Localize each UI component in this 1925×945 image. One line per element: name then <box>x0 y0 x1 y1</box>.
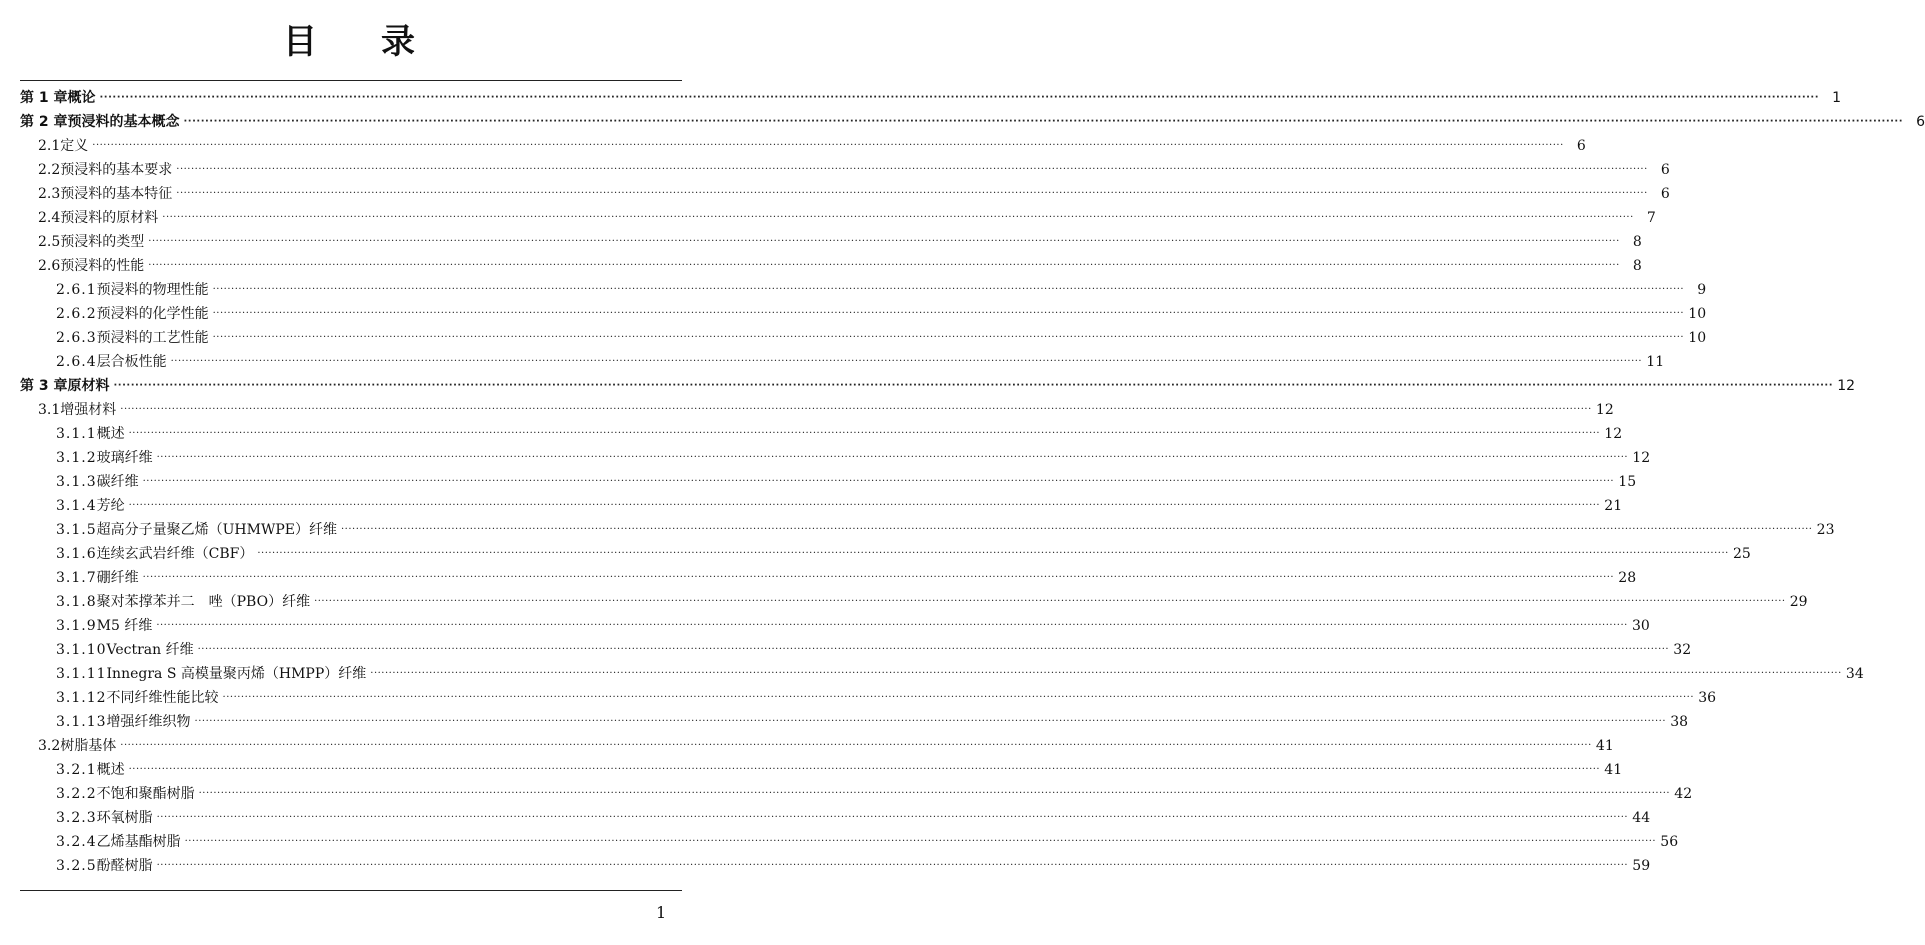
toc-entry-title: 概述 <box>96 426 125 442</box>
toc-entry-page: 12 <box>1837 378 1856 394</box>
toc-entry-title: 预浸料的物理性能 <box>96 282 209 298</box>
toc-entry-number: 3.1.4 <box>56 498 97 514</box>
toc-entry-number: 3.1.13 <box>56 714 107 730</box>
leader-dots: ················································································································································································································································································································································································································ <box>176 188 1648 199</box>
toc-entry-number: 3.2.5 <box>56 858 97 874</box>
leader-dots: ················································································································································································································································································································································································································ <box>142 476 1615 487</box>
toc-entry-page: 34 <box>1845 666 1864 682</box>
toc-entry-number: 3.1.6 <box>56 546 97 562</box>
toc-entry[interactable] <box>20 158 1670 182</box>
toc-entry-page: 6 <box>1916 114 1925 130</box>
toc-entry-page: 25 <box>1733 546 1751 562</box>
toc-entry-page: 10 <box>1688 306 1707 322</box>
toc-entry-number: 第 3 章 <box>20 378 68 394</box>
leader-dots: ················································································································································································································································································································································································································ <box>176 164 1648 175</box>
toc-entry-title: 树脂基体 <box>60 738 117 754</box>
toc-entry-title: 预浸料的基本要求 <box>60 162 173 178</box>
toc-entry-page: 28 <box>1618 570 1637 586</box>
toc-entry-title: 不同纤维性能比较 <box>106 690 219 706</box>
toc-entry-title: Innegra S 高模量聚丙烯（HMPP）纤维 <box>106 666 367 682</box>
toc-entry-page: 15 <box>1618 474 1637 490</box>
bottom-divider <box>20 890 682 891</box>
leader-dots: ················································································································································································································································································································································································································ <box>156 812 1629 823</box>
toc-entry-number: 3.1.8 <box>56 594 97 610</box>
toc-entry-title: 预浸料的类型 <box>60 234 145 250</box>
toc-entry-page: 56 <box>1660 834 1679 850</box>
toc-entry-number: 3.1.5 <box>56 522 97 538</box>
leader-dots: ················································································································································································································································································································································································································ <box>183 116 1904 127</box>
toc-entry[interactable] <box>20 710 1689 734</box>
toc-entry[interactable] <box>20 326 1707 350</box>
toc-entry[interactable] <box>20 446 1651 470</box>
toc-entry-page: 7 <box>1646 210 1656 226</box>
toc-entry-page: 9 <box>1697 282 1707 298</box>
leader-dots: ················································································································································································································································································································································································································ <box>128 764 1601 775</box>
toc-entry-page: 32 <box>1673 642 1692 658</box>
leader-dots: ················································································································································································································································································································································································································ <box>170 356 1643 367</box>
toc-entry-title: 预浸料的原材料 <box>60 210 159 226</box>
leader-dots: ················································································································································································································································································································································································································ <box>212 284 1685 295</box>
toc-entry-title: 玻璃纤维 <box>96 450 153 466</box>
toc-entry-page: 38 <box>1670 714 1689 730</box>
toc-entry-number: 2.2 <box>38 162 61 178</box>
leader-dots: ················································································································································································································································································································································································································ <box>184 836 1657 847</box>
toc-entry-title: 连续玄武岩纤维（CBF） <box>96 546 254 562</box>
toc-entry-number: 3.1.2 <box>56 450 97 466</box>
leader-dots: ················································································································································································································································································································································································································ <box>142 572 1615 583</box>
toc-entry[interactable] <box>20 566 1637 590</box>
toc-entry-title: 预浸料的工艺性能 <box>96 330 209 346</box>
toc-entry-page: 8 <box>1632 258 1642 274</box>
toc-entry[interactable] <box>20 542 1751 566</box>
toc-entry-page: 10 <box>1688 330 1707 346</box>
toc-entry[interactable] <box>20 638 1692 662</box>
toc-entry-page: 29 <box>1789 594 1808 610</box>
toc-entry-title: 原材料 <box>67 378 110 394</box>
toc-entry-number: 2.1 <box>38 138 61 154</box>
toc-entry-title: 预浸料的性能 <box>60 258 145 274</box>
leader-dots: ················································································································································································································································································································································································································ <box>197 644 1670 655</box>
toc-entry[interactable] <box>20 590 1808 614</box>
toc-entry-title: 环氧树脂 <box>96 810 153 826</box>
toc-entry-number: 3.1.9 <box>56 618 97 634</box>
toc-entry-page: 6 <box>1660 162 1670 178</box>
toc-entry-number: 3.2 <box>38 738 61 754</box>
toc-entry-page: 12 <box>1595 402 1614 418</box>
toc-entry-number: 2.6.1 <box>56 282 97 298</box>
toc-entry[interactable] <box>20 494 1623 518</box>
toc-entry[interactable] <box>20 350 1665 374</box>
toc-entry-number: 3.1.10 <box>56 642 107 658</box>
toc-entry-page: 42 <box>1674 786 1693 802</box>
leader-dots: ················································································································································································································································································································································································································ <box>156 452 1629 463</box>
toc-entry-title: 酚醛树脂 <box>96 858 153 874</box>
leader-dots: ················································································································································································································································································································································································································ <box>156 620 1628 631</box>
toc-entry[interactable] <box>20 86 1842 110</box>
toc-entry-number: 2.6.2 <box>56 306 97 322</box>
leader-dots: ················································································································································································································································································································································································································ <box>212 308 1685 319</box>
toc-entry-title: 碳纤维 <box>96 474 139 490</box>
leader-dots: ················································································································································································································································································································································································································ <box>148 236 1620 247</box>
toc-entry-number: 2.6.3 <box>56 330 97 346</box>
leader-dots: ················································································································································································································································································································································································································ <box>148 260 1620 271</box>
toc-entry-number: 2.3 <box>38 186 61 202</box>
toc-entry-title: 概述 <box>96 762 125 778</box>
toc-entry-page: 1 <box>1832 90 1842 106</box>
toc-entry[interactable] <box>20 110 1925 134</box>
toc-entry[interactable] <box>20 686 1717 710</box>
toc-entry-page: 12 <box>1604 426 1623 442</box>
toc-entry[interactable] <box>20 302 1707 326</box>
toc-entry-page: 6 <box>1576 138 1586 154</box>
page-title-left: 目 <box>283 22 319 62</box>
toc-entry-number: 3.1.3 <box>56 474 97 490</box>
page-title-right: 录 <box>381 22 417 62</box>
toc-entry-title: 聚对苯撑苯并二 唑（PBO）纤维 <box>96 594 311 610</box>
toc-entry-title: 硼纤维 <box>96 570 139 586</box>
toc-entry-number: 3.2.1 <box>56 762 97 778</box>
leader-dots: ················································································································································································································································································································································································································ <box>162 212 1634 223</box>
toc-entry-page: 44 <box>1632 810 1651 826</box>
toc-entry-number: 3.1.12 <box>56 690 107 706</box>
toc-entry-number: 3.1 <box>38 402 61 418</box>
toc-entry-number: 第 1 章 <box>20 90 68 106</box>
toc-entry-page: 6 <box>1660 186 1670 202</box>
toc-entry-page: 12 <box>1632 450 1651 466</box>
toc-entry-page: 41 <box>1604 762 1623 778</box>
leader-dots: ················································································································································································································································································································································································································ <box>257 548 1729 559</box>
toc-entry[interactable] <box>20 134 1586 158</box>
leader-dots: ················································································································································································································································································································································································································ <box>128 428 1601 439</box>
leader-dots: ················································································································································································································································································································································································································ <box>341 524 1813 535</box>
toc-entry[interactable] <box>20 278 1707 302</box>
toc-entry-title: 不饱和聚酯树脂 <box>96 786 195 802</box>
leader-dots: ················································································································································································································································································································································································································ <box>194 716 1667 727</box>
toc-entry-title: 乙烯基酯树脂 <box>96 834 181 850</box>
leader-dots: ················································································································································································································································································································································································································ <box>113 380 1834 391</box>
toc-entry-title: 超高分子量聚乙烯（UHMWPE）纤维 <box>96 522 337 538</box>
toc-entry-title: M5 纤维 <box>96 618 153 634</box>
toc-entry-page: 36 <box>1698 690 1717 706</box>
toc-entry-title: 预浸料的化学性能 <box>96 306 209 322</box>
leader-dots: ················································································································································································································································································································································································································ <box>128 500 1601 511</box>
toc-entry-title: Vectran 纤维 <box>106 642 194 658</box>
toc-entry-page: 8 <box>1632 234 1642 250</box>
toc-entry-page: 30 <box>1631 618 1650 634</box>
toc-entry-number: 2.6.4 <box>56 354 97 370</box>
toc-entry[interactable] <box>20 182 1670 206</box>
leader-dots: ················································································································································································································································································································································································································ <box>120 740 1592 751</box>
toc-entry[interactable] <box>20 734 1614 758</box>
toc-entry[interactable] <box>20 614 1650 638</box>
toc-entry-page: 41 <box>1595 738 1614 754</box>
toc-entry-number: 2.5 <box>38 234 61 250</box>
toc-entry-title: 芳纶 <box>96 498 125 514</box>
toc-entry-number: 2.6 <box>38 258 61 274</box>
toc-entry-number: 3.2.4 <box>56 834 97 850</box>
toc-entry-number: 3.1.1 <box>56 426 97 442</box>
leader-dots: ················································································································································································································································································································································································································ <box>370 668 1842 679</box>
toc-entry[interactable] <box>20 230 1642 254</box>
leader-dots: ················································································································································································································································································································································································································ <box>314 596 1786 607</box>
toc-entry-title: 增强材料 <box>60 402 117 418</box>
toc-entry-number: 2.4 <box>38 210 61 226</box>
toc-entry-page: 11 <box>1646 354 1665 370</box>
page-title <box>0 14 700 63</box>
top-divider <box>20 80 682 81</box>
leader-dots: ················································································································································································································································································································································································································ <box>99 92 1820 103</box>
toc-entry-page: 21 <box>1604 498 1623 514</box>
toc-entry[interactable] <box>20 206 1656 230</box>
toc-entry-title: 预浸料的基本特征 <box>60 186 173 202</box>
leader-dots: ················································································································································································································································································································································································································ <box>222 692 1695 703</box>
toc-entry[interactable] <box>20 470 1637 494</box>
toc-entry-title: 概论 <box>67 90 96 106</box>
toc-entry-title: 定义 <box>60 138 89 154</box>
toc-entry[interactable] <box>20 374 1856 398</box>
toc-entry-title: 预浸料的基本概念 <box>67 114 180 130</box>
leader-dots: ················································································································································································································································································································································································································ <box>212 332 1685 343</box>
toc-entry[interactable] <box>20 782 1693 806</box>
toc-entry[interactable] <box>20 398 1614 422</box>
toc-entry[interactable] <box>20 662 1864 686</box>
toc-entry[interactable] <box>20 422 1623 446</box>
leader-dots: ················································································································································································································································································································································································································ <box>156 860 1629 871</box>
toc-entry[interactable] <box>20 254 1642 278</box>
toc-entry-number: 3.2.3 <box>56 810 97 826</box>
leader-dots: ················································································································································································································································································································································································································ <box>92 140 1564 151</box>
toc-entry[interactable] <box>20 830 1679 854</box>
leader-dots: ················································································································································································································································································································································································································ <box>120 404 1592 415</box>
toc-entry[interactable] <box>20 758 1623 782</box>
toc-entry-number: 3.1.7 <box>56 570 97 586</box>
toc-entry-page: 23 <box>1816 522 1835 538</box>
toc-entry[interactable] <box>20 806 1651 830</box>
toc-entry-page: 59 <box>1632 858 1651 874</box>
toc-entry-number: 3.2.2 <box>56 786 97 802</box>
toc-entry[interactable] <box>20 854 1651 878</box>
toc-entry-title: 层合板性能 <box>96 354 167 370</box>
toc-entry-title: 增强纤维织物 <box>106 714 191 730</box>
footer-page-number: 1 <box>656 903 667 922</box>
toc-entry-number: 3.1.11 <box>56 666 107 682</box>
toc-entry-number: 第 2 章 <box>20 114 68 130</box>
toc-entry[interactable] <box>20 518 1835 542</box>
leader-dots: ················································································································································································································································································································································································································ <box>198 788 1671 799</box>
